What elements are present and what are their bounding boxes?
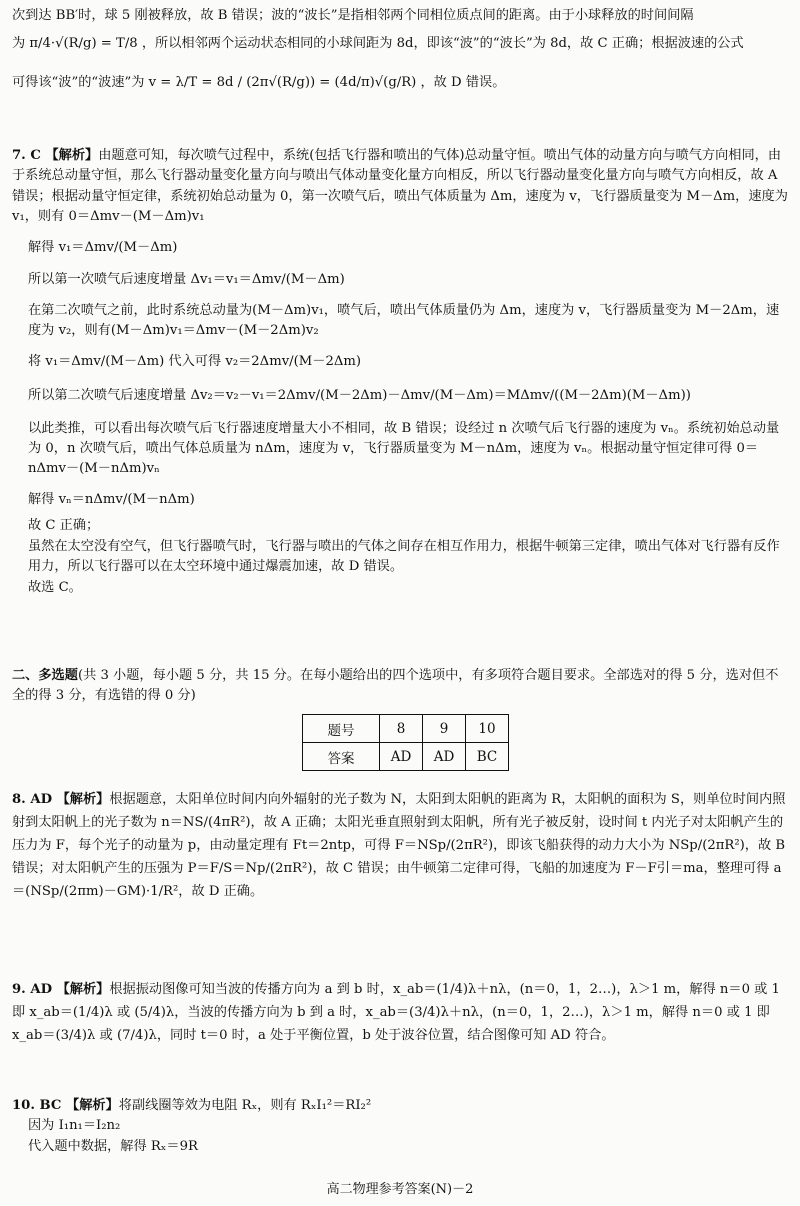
q10-line-3: 代入题中数据，解得 Rₓ＝9R [28,1138,198,1154]
q7-line-2: 解得 v₁＝Δmv/(M－Δm) [28,239,178,255]
wave-speed-expression: λ/T = 8d / (2π√(R/g)) = (4d/π)√(g/R) [175,74,417,90]
continued-line-2-pre: 为 [12,36,26,52]
table-header-question-number: 题号 [303,715,380,743]
q9-text: 根据振动图像可知当波的传播方向为 a 到 b 时，x_ab＝(1/4)λ＋nλ，(n＝0，1，2…)，λ＞1 m，解得 n＝0 或 1 即 x_ab＝(1/4)λ 或 (5/4)λ，当波的传播方向为 b 到 a 时，x_ab＝(3/4)λ＋nλ，(n＝0，1，2…)，λ＞1 m，解得 n＝0 或 1 即 x_ab＝(3/4)λ 或 (7/4)λ，同时 t＝0 时，a 处于平衡位置，b 处于波谷位置，结合图像可知 AD 符合。 [12,982,780,1044]
q7-head: 7. C 【解析】 [12,148,99,163]
section-2-title: 二、多选题 [12,668,78,683]
q10-line-2: 因为 I₁n₁＝I₂n₂ [28,1118,121,1134]
section-2-heading [12,666,790,707]
answer-table-row-answers [303,743,509,771]
q7-paragraph-7: 以此类推，可以看出每次喷气后飞行器速度增量大小不相同，故 B 错误；设经过 n 次喷气后飞行器的速度为 vₙ。系统初始总动量为 0，n 次喷气后，喷出气体总质量为 nΔm，速度为 v，飞行器质量变为 M－nΔm，速度为 vₙ。根据动量守恒定律可得 0＝nΔmv－(M－nΔm)vₙ [28,420,780,477]
q8-text: 根据题意，太阳单位时间内向外辐射的光子数为 N，太阳到太阳帆的距离为 R，太阳帆的面积为 S，则单位时间内照射到太阳帆上的光子数为 n＝NS/(4πR²)，故 A 正确；太阳光垂直照射到太阳帆，所有光子被反射，设时间 t 内光子对太阳帆产生的压力为 F，每个光子的动量为 p，由动量定理有 Ft＝2ntp，可得 F＝NSp/(2πR²)，即该飞船获得的动力大小为 NSp/(2πR²)，故 B 错误；对太阳帆产生的压强为 P＝F/S＝Np/(2πR²)，故 C 错误；由牛顿第二定律可得，飞船的加速度为 F－F引＝ma，整理可得 a＝(NSp/(2πm)－GM)·1/R²，故 D 正确。 [12,792,786,900]
continued-line-2-post: ，所以相邻两个运动状态相同的小球间距为 8d，即该“波”的“波长”为 8d，故 C 正确；根据波速的公式 [141,36,744,52]
q7-line-8: 解得 vₙ＝nΔmv/(M－nΔm) [28,491,195,507]
period-expression: π/4·√(R/g) = T/8 [29,36,138,52]
q10-head: 10. BC 【解析】 [12,1098,119,1113]
q7-line-6: 所以第二次喷气后速度增量 Δv₂＝v₂－v₁＝2Δmv/(M－2Δm)－Δmv/(M－Δm)＝MΔmv/((M－2Δm)(M－Δm)) [28,388,691,404]
answer-table-row-numbers [303,715,509,743]
page-footer: 高二物理参考答案(N)－2 [326,1182,474,1197]
continued-analysis [12,6,790,93]
q7-line-11: 故选 C。 [28,579,82,595]
table-cell-number: 10 [466,715,509,743]
q7-line-5: 将 v₁＝Δmv/(M－Δm) 代入可得 v₂＝2Δmv/(M－2Δm) [28,353,362,369]
q7-paragraph-1: 由题意可知，每次喷气过程中，系统(包括飞行器和喷出的气体)总动量守恒。喷出气体的动量方向与喷气方向相同，由于系统总动量守恒，那么飞行器动量变化量方向与喷出气体动量变化量方向相反，所以飞行器动量变化量方向与喷气方向相反，故 A 错误；根据动量守恒定律，系统初始总动量为 0，第一次喷气后，喷出气体质量为 Δm，速度为 v，飞行器质量变为 M－Δm，速度为 v₁，则有 0＝Δmv－(M－Δm)v₁ [12,148,788,225]
continued-line-3-post: ，故 D 错误。 [420,74,506,90]
q10-line-1: 将副线圈等效为电阻 Rₓ，则有 RₓI₁²＝RI₂² [118,1098,372,1113]
continued-line-3-pre: 可得该“波”的“波速”为 v = [12,74,172,90]
q7-line-3: 所以第一次喷气后速度增量 Δv₁＝v₁＝Δmv/(M－Δm) [28,272,345,288]
table-cell-answer: AD [380,743,423,771]
q7-paragraph-10: 虽然在太空没有空气，但飞行器喷气时，飞行器与喷出的气体之间存在相互作用力，根据牛顿第三定律，喷出气体对飞行器有反作用力，所以飞行器可以在太空环境中通过爆震加速，故 D 错误。 [28,538,780,575]
q7-paragraph-4: 在第二次喷气之前，此时系统总动量为(M－Δm)v₁，喷气后，喷出气体质量仍为 Δm，速度为 v，飞行器质量变为 M－2Δm，速度为 v₂，则有(M－Δm)v₁＝Δmv－(M－2Δm)v₂ [28,302,780,339]
question-7 [12,146,790,598]
table-cell-answer: AD [423,743,466,771]
question-9 [12,978,790,1047]
q8-head: 8. AD 【解析】 [12,792,110,807]
q9-head: 9. AD 【解析】 [12,982,110,997]
table-cell-number: 9 [423,715,466,743]
section-2-description: (共 3 小题，每小题 5 分，共 15 分。在每小题给出的四个选项中，有多项符合题目要求。全部选对的得 5 分，选对但不全的得 3 分，有选错的得 0 分) [12,668,779,704]
q7-line-9: 故 C 正确； [28,518,100,534]
answer-table [302,714,509,771]
continued-line-1: 次到达 BB′时，球 5 刚被释放，故 B 错误；波的“波长”是指相邻两个同相位质点间的距离。由于小球释放的时间间隔 [12,8,694,23]
table-cell-number: 8 [380,715,423,743]
table-header-answer: 答案 [303,743,380,771]
question-8 [12,788,790,903]
table-cell-answer: BC [466,743,509,771]
question-10 [12,1096,790,1157]
